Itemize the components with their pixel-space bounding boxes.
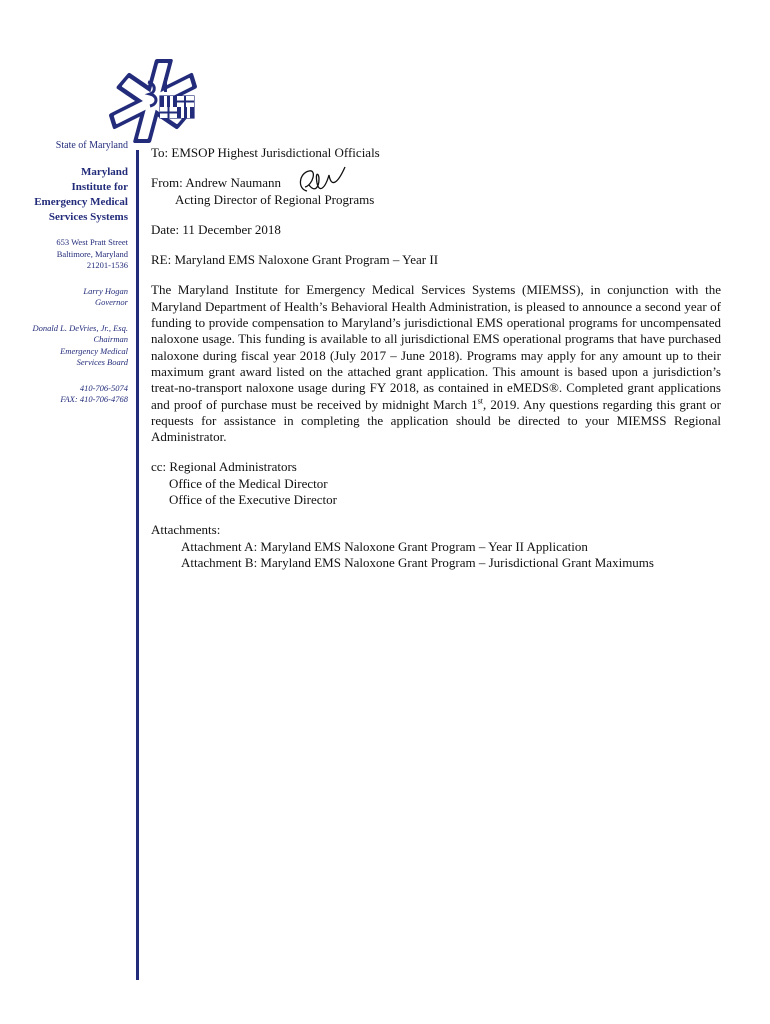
memo-paragraph: The Maryland Institute for Emergency Medical Services Systems (MIEMSS), in conjunction with the Maryland Department of Health’s Behavioral Health Administration, is pleased to announce a second year of funding to provide compensation to Maryland’s jurisdictional EMS operational programs for uncompensated naloxone usage. This funding is available to all jurisdictional EMS operational programs that have purchased naloxone during fiscal year 2018 (July 2017 – June 2018). Programs may apply for any amount up to their maximum grant award listed on the attached grant application. This amount is based upon a jurisdiction’s treat-no-transport naloxone usage during FY 2018, as contained in eMEDS®. Completed grant applications and proof of purchase must be received by midnight March 1st, 2019. Any questions regarding this grant or requests for assistance in completing the application should be directed to your MIEMSS Regional Administrator. — [151, 282, 721, 445]
memo-from: From: Andrew Naumann — [151, 175, 281, 191]
memo-to: To: EMSOP Highest Jurisdictional Officials — [151, 145, 380, 160]
attachment-item: Attachment B: Maryland EMS Naloxone Grant Program – Jurisdictional Grant Maximums — [181, 554, 654, 570]
address: 653 West Pratt Street Baltimore, Maryland 21201-1536 — [56, 237, 128, 270]
memo-subject: RE: Maryland EMS Naloxone Grant Program – Year II — [151, 252, 439, 268]
miemss-logo — [98, 56, 208, 146]
cc-item: Office of the Executive Director — [169, 492, 337, 508]
vertical-rule — [136, 150, 139, 980]
letterhead-sidebar — [0, 140, 128, 420]
contact-block — [0, 383, 128, 406]
governor-block: Larry Hogan Governor — [83, 285, 128, 307]
cc-label: cc: Regional Administrators — [151, 459, 297, 475]
memo-body — [151, 145, 721, 571]
signature-initials — [293, 163, 353, 199]
memo-date: Date: 11 December 2018 — [151, 221, 281, 237]
cc-block — [151, 459, 721, 508]
attachment-item: Attachment A: Maryland EMS Naloxone Grant Program – Year II Application — [181, 538, 588, 554]
attachments-block — [151, 522, 721, 571]
memo-from-block — [151, 175, 721, 208]
state-label: State of Maryland — [55, 140, 128, 151]
phone-number: 410-706-5074 — [79, 382, 128, 393]
organization-name: Maryland Institute for Emergency Medical Services Systems — [34, 166, 128, 223]
attachments-label: Attachments: — [151, 522, 221, 538]
chairman-block: Donald L. DeVries, Jr., Esq. Chairman Emergency Medical Services Board — [32, 322, 128, 367]
fax-number: FAX: 410-706-4768 — [60, 394, 128, 404]
memo-from-title: Acting Director of Regional Programs — [175, 191, 375, 207]
cc-item: Office of the Medical Director — [169, 475, 328, 491]
